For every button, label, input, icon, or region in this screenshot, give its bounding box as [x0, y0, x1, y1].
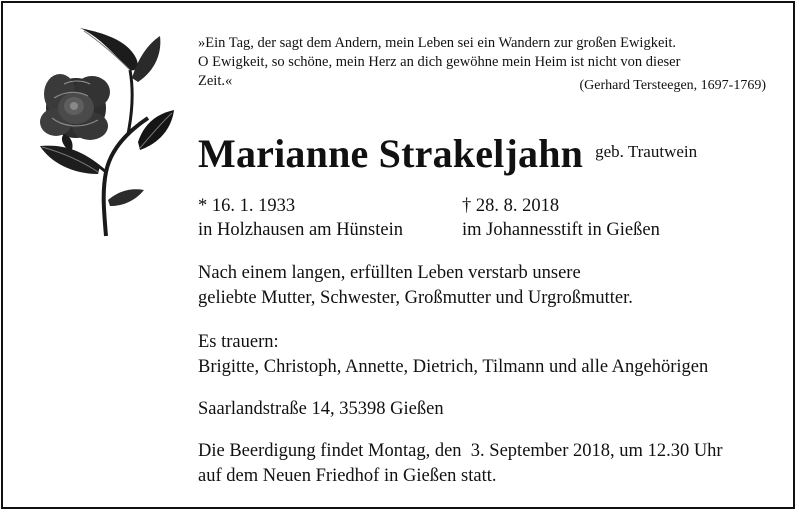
mourners-heading: Es trauern: — [198, 332, 279, 352]
address-text: Saarlandstraße 14, 35398 Gießen — [198, 399, 444, 419]
maiden-name: geb. Trautwein — [595, 142, 698, 161]
quote-line: Zeit.« — [198, 73, 233, 89]
death-info — [462, 194, 660, 242]
deceased-heading — [198, 130, 697, 177]
funeral-line: auf dem Neuen Friedhof in Gießen statt. — [198, 466, 497, 486]
quote-author: (Gerhard Tersteegen, 1697-1769) — [579, 78, 766, 93]
announcement-line: geliebte Mutter, Schwester, Großmutter und Urgroßmutter. — [198, 288, 633, 308]
birth-info — [198, 194, 403, 242]
announcement-line: Nach einem langen, erfüllten Leben verstarb unsere — [198, 263, 581, 283]
quote-line: »Ein Tag, der sagt dem Andern, mein Leben sei ein Wandern zur großen Ewigkeit. — [198, 35, 677, 51]
death-place: im Johannesstift in Gießen — [462, 220, 660, 240]
funeral-line: Die Beerdigung findet Montag, den 3. September 2018, um 12.30 Uhr — [198, 441, 723, 461]
birth-place: in Holzhausen am Hünstein — [198, 220, 403, 240]
quote-line: O Ewigkeit, so schöne, mein Herz an dich gewöhne mein Heim ist nicht von dieser — [198, 54, 681, 70]
announcement-text — [198, 261, 633, 311]
mourners-section — [198, 330, 708, 380]
funeral-notice — [198, 439, 723, 489]
death-date: † 28. 8. 2018 — [462, 196, 560, 216]
birth-date: * 16. 1. 1933 — [198, 196, 296, 216]
family-address — [198, 397, 444, 422]
quote-last-row — [198, 72, 768, 95]
deceased-name: Marianne Strakeljahn — [198, 131, 584, 176]
mourners-names: Brigitte, Christoph, Annette, Dietrich, Tilmann und alle Angehörigen — [198, 357, 709, 377]
epigraph-quote — [198, 34, 768, 95]
camellia-flower-icon — [28, 22, 178, 237]
